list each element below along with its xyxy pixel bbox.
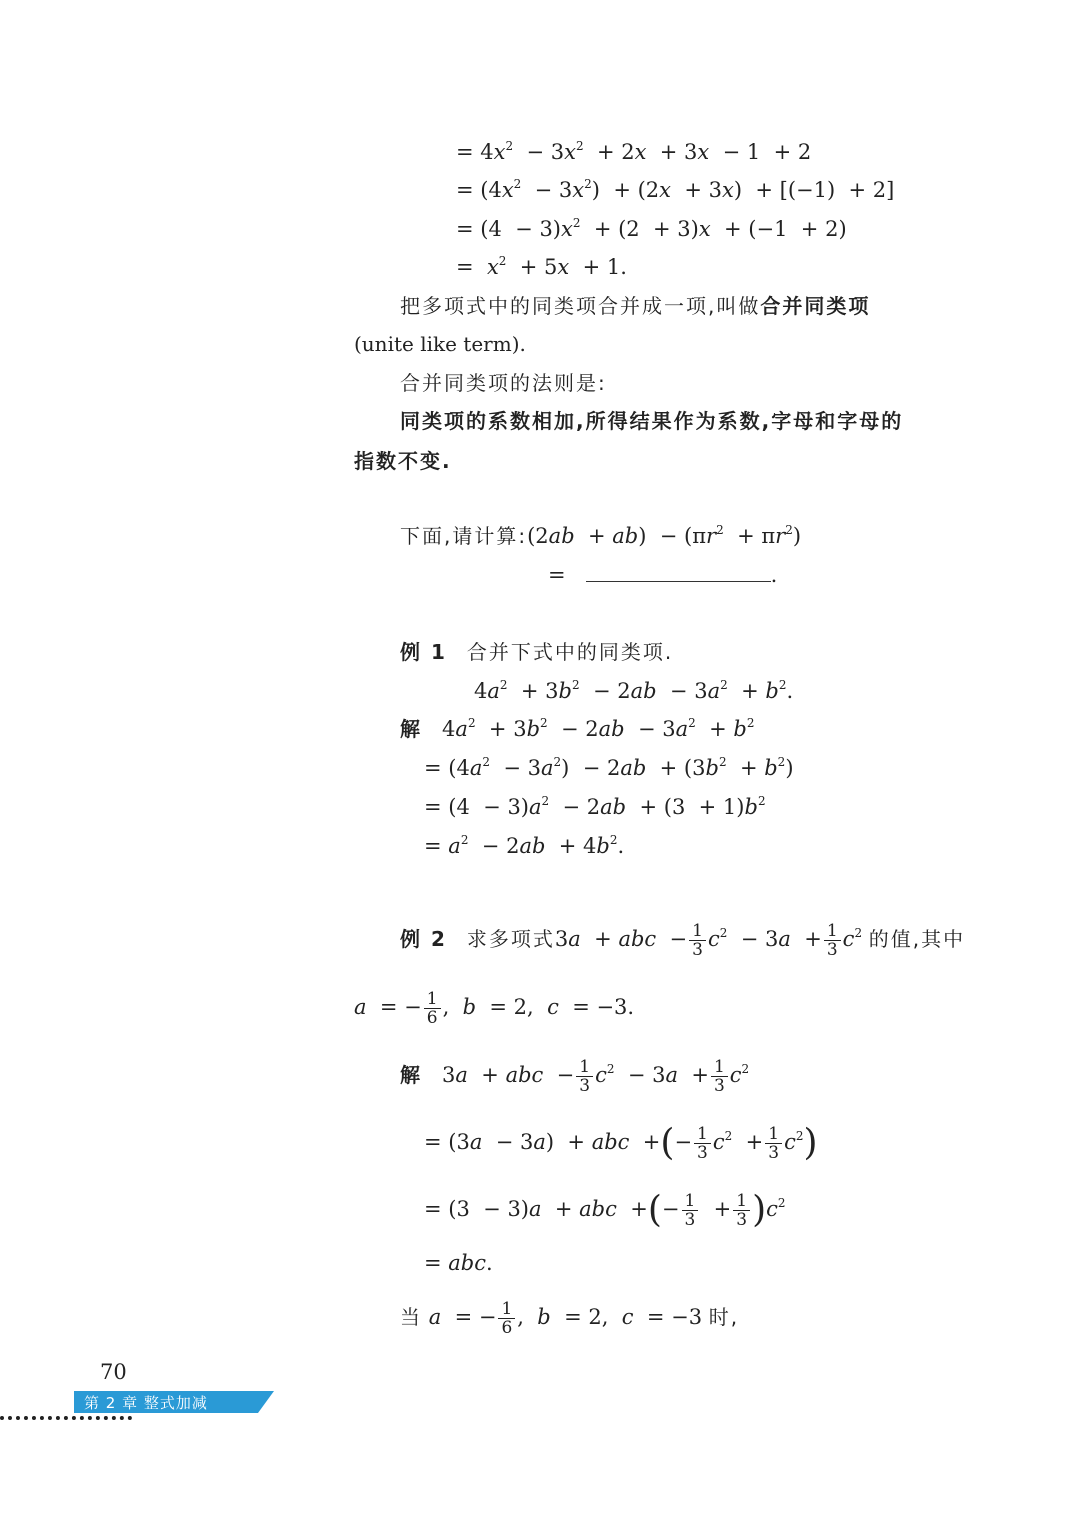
dotted-rule (0, 1416, 132, 1420)
exercise-prompt: 下面,请计算: (400, 524, 528, 548)
derivation-line-4: = $x^2 + 5x + 1$. (456, 254, 627, 279)
example2-when-line: 当 a = − $\frac{1}{6}$ , b = 2, c = −3 时, (400, 1299, 740, 1338)
exercise-line (400, 521, 801, 551)
example2-solution-label: 解 (400, 1063, 422, 1087)
definition-term: 合并同类项 (760, 294, 871, 318)
example1-solution-line-0: 解 $4a^2 + 3b^2 - 2ab - 3a^2 + b^2$ (400, 716, 755, 741)
example1-solution-line-1: = $(4a^2 - 3a^2) - 2ab + (3b^2 + b^2)$ (424, 755, 794, 780)
derivation-line-2: = $(4x^2 - 3x^2) + (2x + 3x) + [(-1) + 2]$ (456, 177, 895, 202)
exercise-answer-line (548, 560, 777, 590)
example2-heading: 例 2 求多项式3a + abc − $\frac{1}{3}$ $c^2 - 3a$ + $\frac{1}{3}$ $c^2$ 的值,其中 (400, 921, 966, 960)
example2-conditions: a = − $\frac{1}{6}$ , b = 2, c = −3. (354, 989, 635, 1028)
fraction: $\frac{1}{3}$ (711, 1058, 728, 1095)
fraction: $\frac{1}{3}$ (576, 1058, 593, 1095)
fraction: $\frac{1}{3}$ (733, 1192, 750, 1229)
example1-heading (400, 637, 673, 667)
page-number: 70 (100, 1360, 127, 1384)
fraction: $\frac{1}{6}$ (424, 990, 441, 1027)
definition-english: (unite like term). (354, 332, 526, 356)
definition-body: 把多项式中的同类项合并成一项,叫做 (400, 294, 761, 318)
example2-solution-line-2: = (3 − 3)a + abc +(− $\frac{1}{3}$ + $\frac{1}{3}$ )$c^2$ (424, 1189, 786, 1231)
example1-title: 合并下式中的同类项. (466, 640, 674, 664)
fraction: $\frac{1}{3}$ (694, 1125, 711, 1162)
fraction: $\frac{1}{3}$ (682, 1192, 699, 1229)
rule-intro: 合并同类项的法则是: (400, 371, 607, 395)
example2-solution-line-0: 解 3a + abc − $\frac{1}{3}$ $c^2 - 3a$ + $\frac{1}{3}$ $c^2$ (400, 1057, 750, 1096)
example2-when-suffix: 时, (708, 1305, 740, 1329)
example1-solution-line-3: = $a^2 - 2ab + 4b^2$. (424, 833, 625, 858)
fraction: $\frac{1}{3}$ (824, 922, 841, 959)
fraction: $\frac{1}{6}$ (498, 1300, 515, 1337)
example2-when-prefix: 当 (400, 1305, 422, 1329)
example2-solution-line-1: = (3a − 3a) + abc +(− $\frac{1}{3}$ $c^2$ + $\frac{1}{3}$ $c^2$) (424, 1122, 818, 1164)
rule-line-1: 同类项的系数相加,所得结果作为系数,字母和字母的 (400, 409, 904, 433)
answer-blank[interactable] (586, 561, 771, 582)
example2-title-prefix: 求多项式 (466, 927, 555, 951)
exercise-equals: = (548, 563, 566, 587)
example2-label: 例 2 (400, 927, 447, 951)
exercise-expr: $(2ab + ab) - (\pi r^2 + \pi r^2)$ (527, 523, 802, 548)
rule-line-2: 指数不变. (354, 449, 452, 473)
example1-label: 例 1 (400, 640, 447, 664)
derivation-line-1: = $4x^2 - 3x^2 + 2x + 3x - 1 + 2$ (456, 139, 812, 164)
chapter-title: 第 2 章 整式加减 (84, 1394, 208, 1412)
definition-text (400, 291, 870, 321)
example2-title-suffix: 的值,其中 (868, 927, 966, 951)
derivation-line-3: = $(4 - 3)x^2 + (2 + 3)x + (-1 + 2)$ (456, 216, 847, 241)
fraction: $\frac{1}{3}$ (689, 922, 706, 959)
example1-expr: $4a^2 + 3b^2 - 2ab - 3a^2 + b^2$. (474, 678, 794, 703)
exercise-end: . (770, 563, 778, 587)
fraction: $\frac{1}{3}$ (765, 1125, 782, 1162)
example1-solution-label: 解 (400, 717, 422, 741)
example1-solution-line-2: = $(4 - 3)a^2 - 2ab + (3 + 1)b^2$ (424, 794, 766, 819)
example2-result: = abc. (424, 1251, 493, 1275)
